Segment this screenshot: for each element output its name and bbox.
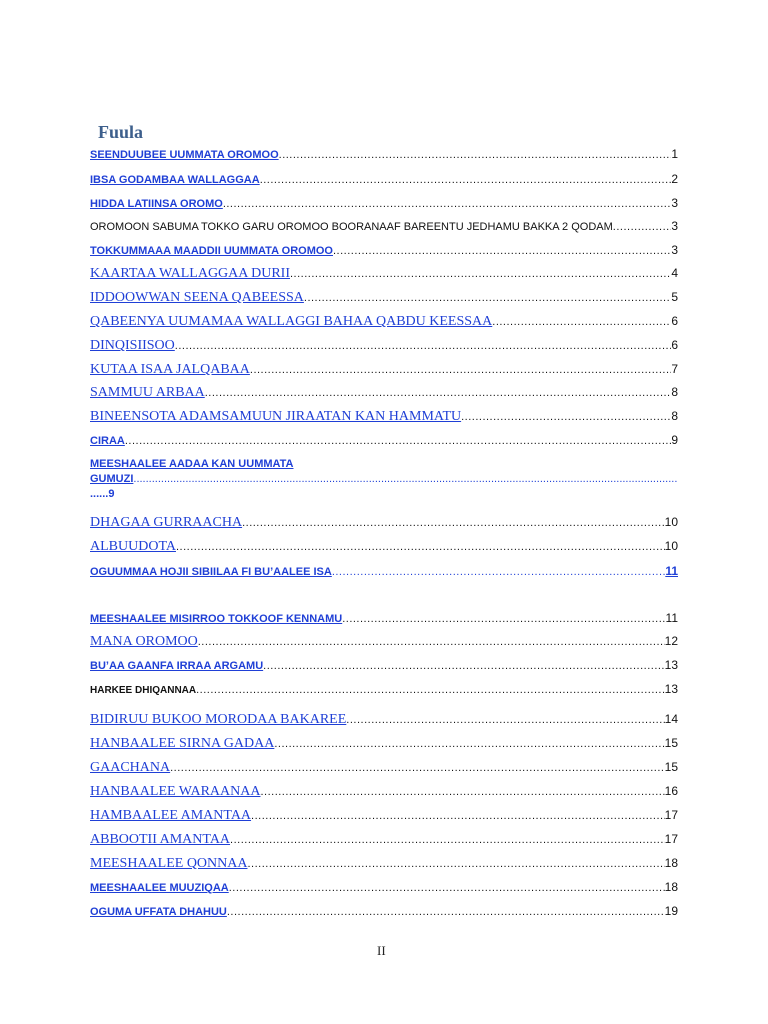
dot-leader [613,221,672,233]
toc-entry-title[interactable]: HAMBAALEE AMANTAA [90,808,252,823]
toc-entry-page: 19 [664,904,678,918]
toc-entry-title[interactable]: ALBUUDOTA [90,539,176,554]
toc-entry-title[interactable]: SAMMUU ARBAA [90,385,205,400]
toc-entry-page: 3 [671,219,678,233]
toc-entry-page: 17 [664,808,678,822]
toc-entry[interactable] [90,784,678,800]
toc-entry[interactable] [90,539,678,555]
toc-entry-continuation [90,473,678,485]
toc-entry-page: 10 [664,539,678,553]
toc-entry-page: ......9 [90,488,115,500]
toc-entry-title[interactable]: HANBAALEE WARAANAA [90,784,261,799]
dot-leader [196,684,665,696]
toc-entry-title[interactable]: HANBAALEE SIRNA GADAA [90,736,275,751]
dot-leader [170,762,665,774]
toc-entry-title[interactable]: BINEENSOTA ADAMSAMUUN JIRAATAN KAN HAMMATU [90,409,462,424]
toc-entry[interactable] [90,736,678,752]
dot-leader [175,340,672,352]
toc-title: Fuula [98,122,144,142]
toc-entry-page: 11 [665,611,678,625]
toc-entry-title-continued[interactable]: GUMUZI [90,473,134,485]
toc-entry-title[interactable]: ABBOOTII AMANTAA [90,832,231,847]
toc-entry[interactable] [90,760,678,776]
dot-leader [198,636,665,648]
dot-leader [251,810,665,822]
dot-leader [304,292,671,304]
toc-entry-title[interactable]: TOKKUMMAAA MAADDII UUMMATA OROMOO [90,245,333,257]
toc-entry[interactable] [90,611,678,625]
toc-entry-title[interactable]: DINQISIISOO [90,338,175,353]
toc-entry-page: 12 [664,634,678,648]
toc-entry[interactable] [90,880,678,894]
dot-leader [223,198,672,210]
toc-entry-page: 9 [671,433,678,447]
toc-entry-page: 2 [671,172,678,186]
toc-entry-page: 3 [671,243,678,257]
toc-entry[interactable] [90,409,678,425]
toc-entry-title[interactable]: IBSA GODAMBAA WALLAGGAA [90,174,260,186]
toc-entry[interactable] [90,712,678,728]
toc-entry-title[interactable]: MEESHAALEE MUUZIQAA [90,882,229,894]
toc-entry[interactable] [90,172,678,186]
toc-entry-page: 3 [671,196,678,210]
toc-entry[interactable] [90,433,678,447]
toc-entry[interactable] [90,243,678,257]
toc-entry[interactable] [90,904,678,918]
dot-leader [263,660,665,672]
toc-entry-title[interactable]: DHAGAA GURRAACHA [90,515,243,530]
toc-entry-page: 14 [664,712,678,726]
toc-entry-title[interactable]: MANA OROMOO [90,634,198,649]
toc-entry-page: 18 [664,856,678,870]
toc-entry[interactable] [90,658,678,672]
toc-entry-title[interactable]: MEESHAALEE QONNAA [90,856,248,871]
toc-entry-page: 6 [671,314,678,328]
toc-entry[interactable] [90,385,678,401]
dot-leader [346,714,664,726]
toc-entry[interactable] [90,634,678,650]
toc-entry-title[interactable]: KUTAA ISAA JALQABAA [90,362,250,377]
dot-leader [274,738,664,750]
toc-entry[interactable] [90,832,678,848]
dot-leader [242,517,665,529]
toc-entry[interactable] [90,314,678,330]
toc-entry-page: 1 [671,147,678,161]
dot-leader [133,473,678,485]
toc-entry-page: 6 [671,338,678,352]
toc-entry[interactable] [90,338,678,354]
dot-leader [332,566,666,578]
dot-leader [290,268,671,280]
dot-leader [260,786,664,798]
toc-entry-page: 8 [671,385,678,399]
toc-entry[interactable] [90,362,678,378]
toc-entry[interactable] [90,458,678,500]
toc-entry-title[interactable]: GAACHANA [90,760,171,775]
toc-entry[interactable] [90,515,678,531]
dot-leader [229,882,665,894]
toc-entry-page: 7 [671,362,678,376]
dot-leader [176,541,665,553]
dot-leader [492,316,671,328]
toc-entry[interactable] [90,219,678,233]
dot-leader [250,364,671,376]
dot-leader [230,834,665,846]
toc-entry-page: 13 [664,658,678,672]
dot-leader [125,435,671,447]
toc-entry-page: 16 [664,784,678,798]
dot-leader [279,149,672,161]
dot-leader [461,411,671,423]
toc-entry[interactable] [90,808,678,824]
toc-entry-title[interactable]: BIDIRUU BUKOO MORODAA BAKAREE [90,712,347,727]
toc-entry-page: 10 [664,515,678,529]
toc-entry[interactable] [90,682,678,696]
toc-entry-title[interactable]: IDDOOWWAN SEENA QABEESSA [90,290,304,305]
toc-entry-title[interactable]: SEENDUUBEE UUMMATA OROMOO [90,149,279,161]
toc-entry-page: 15 [664,736,678,750]
toc-entry-title[interactable]: OGUMA UFFATA DHAHUU [90,906,227,918]
toc-entry-title[interactable]: CIRAA [90,435,125,447]
dot-leader [260,174,672,186]
toc-entry[interactable] [90,266,678,282]
toc-entry-title[interactable]: KAARTAA WALLAGGAA DURII [90,266,290,281]
toc-entry[interactable] [90,196,678,210]
toc-entry[interactable] [90,147,678,161]
dot-leader [248,858,665,870]
toc-entry-page: 8 [671,409,678,423]
toc-entry-page: 5 [671,290,678,304]
toc-entry-page: 18 [664,880,678,894]
toc-entry[interactable] [90,290,678,306]
page-number: II [377,943,386,958]
toc-entry-page: 4 [671,266,678,280]
dot-leader [333,245,671,257]
toc-entry-page: 15 [664,760,678,774]
toc-entry-title: HARKEE DHIQANNAA [90,685,197,696]
dot-leader [227,906,665,918]
dot-leader [342,613,665,625]
toc-entry-title[interactable]: MEESHAALEE MISIRROO TOKKOOF KENNAMU [90,613,343,625]
toc-entry-title[interactable]: OGUUMMAA HOJII SIBIILAA FI BU’AALEE ISA [90,566,332,578]
toc-entry-title[interactable]: QABEENYA UUMAMAA WALLAGGI BAHAA QABDU KEESSAA [90,314,493,329]
toc-entry-page: 17 [664,832,678,846]
toc-entry-page: 11 [665,564,678,578]
toc-entry-title[interactable]: MEESHAALEE AADAA KAN UUMMATA [90,458,294,470]
toc-entry[interactable] [90,856,678,872]
toc-entry-title[interactable]: HIDDA LATIINSA OROMO [90,198,223,210]
toc-entry-title: OROMOON SABUMA TOKKO GARU OROMOO BOORANAAF BAREENTU JEDHAMU BAKKA 2 QODAM [90,221,613,233]
dot-leader [205,387,672,399]
toc-entry[interactable] [90,564,678,578]
toc-entry-title[interactable]: BU’AA GAANFA IRRAA ARGAMU [90,660,264,672]
toc-entry-page: 13 [664,682,678,696]
